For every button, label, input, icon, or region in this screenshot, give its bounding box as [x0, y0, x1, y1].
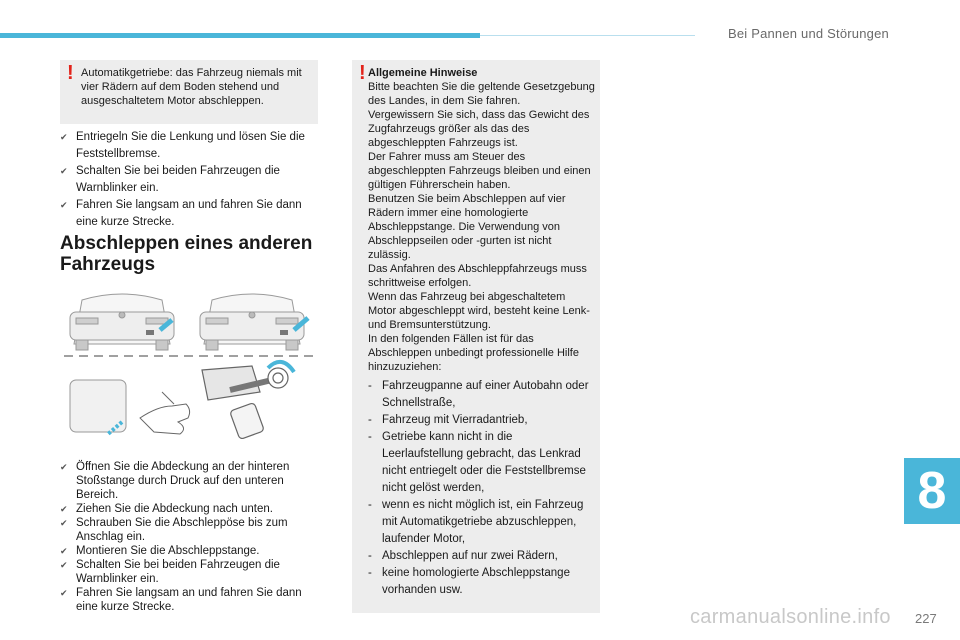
notes-paragraph: Der Fahrer muss am Steuer des abgeschleppten Fahrzeugs bleiben und einen gültigen Führerschein haben. — [368, 151, 591, 191]
step-item: ✔ Öffnen Sie die Abdeckung an der hinteren Stoßstange durch Druck auf den unteren Bereich. — [60, 460, 322, 502]
notes-paragraph: Bitte beachten Sie die geltende Gesetzgebung des Landes, in dem Sie fahren. — [368, 81, 595, 107]
step-item: ✔ Fahren Sie langsam an und fahren Sie dann eine kurze Strecke. — [60, 197, 322, 231]
notes-paragraph: In den folgenden Fällen ist für das Abschleppen unbedingt professionelle Hilfe hinzuzuziehen: — [368, 333, 579, 373]
notes-paragraph: Das Anfahren des Abschleppfahrzeugs muss schrittweise erfolgen. — [368, 263, 587, 289]
warning-note-automatic — [60, 60, 318, 124]
hand-pressing-icon — [140, 392, 190, 434]
step-item: ✔ Schalten Sie bei beiden Fahrzeugen die Warnblinker ein. — [60, 558, 322, 586]
notes-paragraph: Wenn das Fahrzeug bei abgeschaltetem Motor abgeschleppt wird, besteht keine Lenk- und Bremsunterstützung. — [368, 291, 590, 331]
car-rear-right-icon — [200, 294, 308, 350]
case-item: - Fahrzeugpanne auf einer Autobahn oder Schnellstraße, — [368, 378, 596, 412]
step-item: ✔ Ziehen Sie die Abdeckung nach unten. — [60, 502, 322, 516]
warning-exclamation-icon: ! — [359, 62, 366, 84]
general-notes-text — [368, 66, 596, 599]
towing-eye-illustration — [62, 282, 316, 452]
steps-list-top — [60, 129, 322, 231]
page-header-title: Bei Pannen und Störungen — [728, 26, 889, 41]
step-item: ✔ Montieren Sie die Abschleppstange. — [60, 544, 322, 558]
section-title: Abschleppen eines anderen Fahrzeugs — [60, 233, 313, 275]
case-item: - Fahrzeug mit Vierradantrieb, — [368, 412, 596, 429]
case-item: - Abschleppen auf nur zwei Rädern, — [368, 548, 596, 565]
general-notes-box — [352, 60, 600, 613]
general-notes-heading: Allgemeine Hinweise — [368, 67, 478, 79]
chapter-number: 8 — [917, 462, 947, 520]
car-rear-left-icon — [70, 294, 174, 350]
notes-paragraph: Vergewissern Sie sich, dass das Gewicht des Zugfahrzeugs größer als das des abgeschleppten Fahrzeugs ist. — [368, 109, 590, 149]
page-number: 227 — [915, 611, 937, 626]
case-item: - Getriebe kann nicht in die Leerlaufstellung gebracht, das Lenkrad nicht entriegelt oder die Feststellbremse nicht gelöst werden, — [368, 429, 596, 497]
header-accent-bar — [0, 33, 480, 38]
notes-paragraph: Benutzen Sie beim Abschleppen auf vier Rädern immer eine homologierte Abschleppstange. Die Verwendung von Abschleppseilen oder -gurten ist nicht zulässig. — [368, 193, 566, 261]
warning-exclamation-icon: ! — [67, 62, 74, 84]
step-item: ✔ Schalten Sie bei beiden Fahrzeugen die Warnblinker ein. — [60, 163, 322, 197]
professional-help-cases — [368, 378, 596, 599]
step-item: ✔ Entriegeln Sie die Lenkung und lösen Sie die Feststellbremse. — [60, 129, 322, 163]
warning-note-text: Automatikgetriebe: das Fahrzeug niemals mit vier Rädern auf dem Boden stehend und ausgeschaltetem Motor abschleppen. — [81, 67, 302, 107]
bumper-cover-icon — [70, 380, 126, 434]
towing-eye-icon — [202, 362, 294, 440]
header-thin-line — [480, 35, 695, 36]
case-item: - keine homologierte Abschleppstange vorhanden usw. — [368, 565, 596, 599]
chapter-tab — [904, 458, 960, 524]
steps-list-bottom — [60, 460, 322, 614]
step-item: ✔ Fahren Sie langsam an und fahren Sie dann eine kurze Strecke. — [60, 586, 322, 614]
case-item: - wenn es nicht möglich ist, ein Fahrzeug mit Automatikgetriebe abzuschleppen, laufender Motor, — [368, 497, 596, 548]
step-item: ✔ Schrauben Sie die Abschleppöse bis zum Anschlag ein. — [60, 516, 322, 544]
watermark: carmanualsonline.info — [690, 606, 891, 628]
